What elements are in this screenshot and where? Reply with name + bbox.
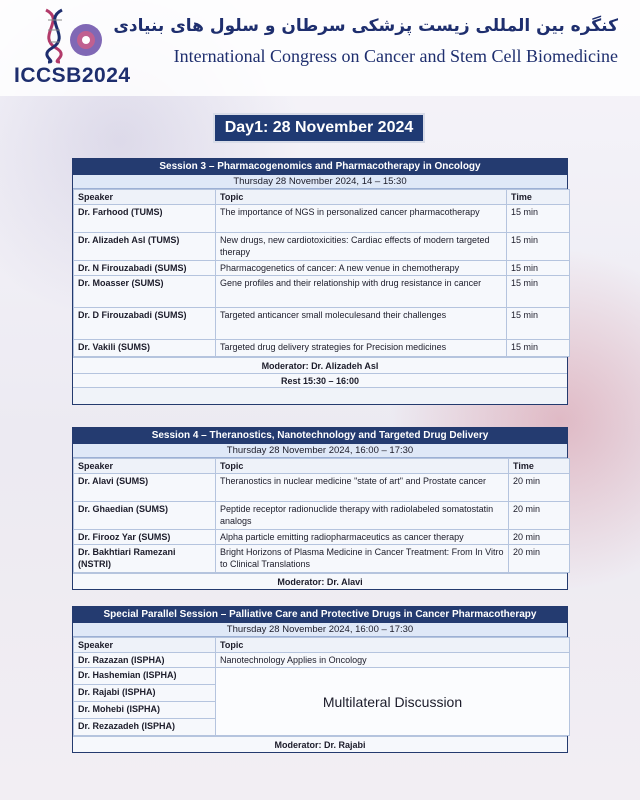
table-row xyxy=(74,205,570,233)
table-row xyxy=(74,502,570,530)
time-cell: 15 min xyxy=(507,308,570,340)
rest-break: Rest 15:30 – 16:00 xyxy=(73,373,567,387)
session-3-date: Thursday 28 November 2024, 14 – 15:30 xyxy=(73,175,567,189)
topic-cell: Nanotechnology Applies in Oncology xyxy=(216,653,570,668)
session-4-title: Session 4 – Theranostics, Nanotechnology and Targeted Drug Delivery xyxy=(73,428,567,444)
topic-cell: The importance of NGS in personalized cancer pharmacotherapy xyxy=(216,205,507,233)
speaker-cell: Dr. N Firouzabadi (SUMS) xyxy=(74,261,216,276)
session-3-table xyxy=(73,189,570,357)
session-4-moderator: Moderator: Dr. Alavi xyxy=(73,573,567,589)
speaker-cell: Dr. Ghaedian (SUMS) xyxy=(74,502,216,530)
topic-cell: Bright Horizons of Plasma Medicine in Cancer Treatment: From In Vitro to Clinical Translations xyxy=(216,545,509,573)
special-session xyxy=(72,606,568,753)
speaker-header: Speaker xyxy=(74,459,216,474)
time-cell: 20 min xyxy=(509,502,570,530)
logo-text: ICCSB2024 xyxy=(14,64,131,87)
table-row xyxy=(74,340,570,357)
time-cell: 20 min xyxy=(509,545,570,573)
speaker-header: Speaker xyxy=(74,190,216,205)
table-row xyxy=(74,233,570,261)
table-row xyxy=(74,308,570,340)
speaker-cell: Dr. Bakhtiari Ramezani (NSTRI) xyxy=(74,545,216,573)
topic-cell: Alpha particle emitting radiopharmaceutics as cancer therapy xyxy=(216,530,509,545)
speaker-cell: Dr. Rajabi (ISPHA) xyxy=(74,685,216,702)
session-4 xyxy=(72,427,568,590)
table-row xyxy=(74,653,570,668)
time-cell: 20 min xyxy=(509,474,570,502)
english-title: International Congress on Cancer and Stem Cell Biomedicine xyxy=(173,46,618,66)
speaker-cell: Dr. Razazan (ISPHA) xyxy=(74,653,216,668)
session-4-table xyxy=(73,458,570,573)
speaker-cell: Dr. Farhood (TUMS) xyxy=(74,205,216,233)
speaker-cell: Dr. D Firouzabadi (SUMS) xyxy=(74,308,216,340)
table-row xyxy=(74,530,570,545)
speaker-cell: Dr. Firooz Yar (SUMS) xyxy=(74,530,216,545)
time-header: Time xyxy=(509,459,570,474)
speaker-header: Speaker xyxy=(74,638,216,653)
table-row xyxy=(74,545,570,573)
special-session-table xyxy=(73,637,570,736)
session-3-moderator: Moderator: Dr. Alizadeh Asl xyxy=(73,357,567,373)
persian-title: کنگره بین المللی زیست پزشکی سرطان و سلول های بنیادی xyxy=(113,16,618,36)
time-cell: 15 min xyxy=(507,261,570,276)
speaker-cell: Dr. Rezazadeh (ISPHA) xyxy=(74,719,216,736)
column-header-row xyxy=(74,638,570,653)
session-3 xyxy=(72,158,568,405)
speaker-cell: Dr. Moasser (SUMS) xyxy=(74,276,216,308)
topic-cell: Pharmacogenetics of cancer: A new venue in chemotherapy xyxy=(216,261,507,276)
topic-cell: New drugs, new cardiotoxicities: Cardiac effects of modern targeted therapy xyxy=(216,233,507,261)
table-row xyxy=(74,276,570,308)
multilateral-discussion: Multilateral Discussion xyxy=(216,668,570,736)
logo-icon xyxy=(26,6,116,64)
column-header-row xyxy=(74,459,570,474)
special-session-date: Thursday 28 November 2024, 16:00 – 17:30 xyxy=(73,623,567,637)
topic-cell: Peptide receptor radionuclide therapy with radiolabeled somatostatin analogs xyxy=(216,502,509,530)
topic-header: Topic xyxy=(216,638,570,653)
table-row xyxy=(74,668,570,685)
time-cell: 20 min xyxy=(509,530,570,545)
speaker-cell: Dr. Alizadeh Asl (TUMS) xyxy=(74,233,216,261)
time-header: Time xyxy=(507,190,570,205)
topic-cell: Theranostics in nuclear medicine "state of art" and Prostate cancer xyxy=(216,474,509,502)
speaker-cell: Dr. Mohebi (ISPHA) xyxy=(74,702,216,719)
topic-cell: Gene profiles and their relationship with drug resistance in cancer xyxy=(216,276,507,308)
spacer-row xyxy=(73,387,567,404)
speaker-cell: Dr. Alavi (SUMS) xyxy=(74,474,216,502)
time-cell: 15 min xyxy=(507,340,570,357)
time-cell: 15 min xyxy=(507,233,570,261)
session-3-title: Session 3 – Pharmacogenomics and Pharmacotherapy in Oncology xyxy=(73,159,567,175)
topic-cell: Targeted drug delivery strategies for Precision medicines xyxy=(216,340,507,357)
special-session-moderator: Moderator: Dr. Rajabi xyxy=(73,736,567,752)
table-row xyxy=(74,474,570,502)
session-4-date: Thursday 28 November 2024, 16:00 – 17:30 xyxy=(73,444,567,458)
column-header-row xyxy=(74,190,570,205)
topic-cell: Targeted anticancer small moleculesand their challenges xyxy=(216,308,507,340)
special-session-title: Special Parallel Session – Palliative Care and Protective Drugs in Cancer Pharmacotherapy xyxy=(73,607,567,623)
topic-header: Topic xyxy=(216,459,509,474)
speaker-cell: Dr. Vakili (SUMS) xyxy=(74,340,216,357)
day-title: Day1: 28 November 2024 xyxy=(213,113,425,143)
header xyxy=(0,0,640,96)
topic-header: Topic xyxy=(216,190,507,205)
table-row xyxy=(74,261,570,276)
speaker-cell: Dr. Hashemian (ISPHA) xyxy=(74,668,216,685)
time-cell: 15 min xyxy=(507,276,570,308)
time-cell: 15 min xyxy=(507,205,570,233)
